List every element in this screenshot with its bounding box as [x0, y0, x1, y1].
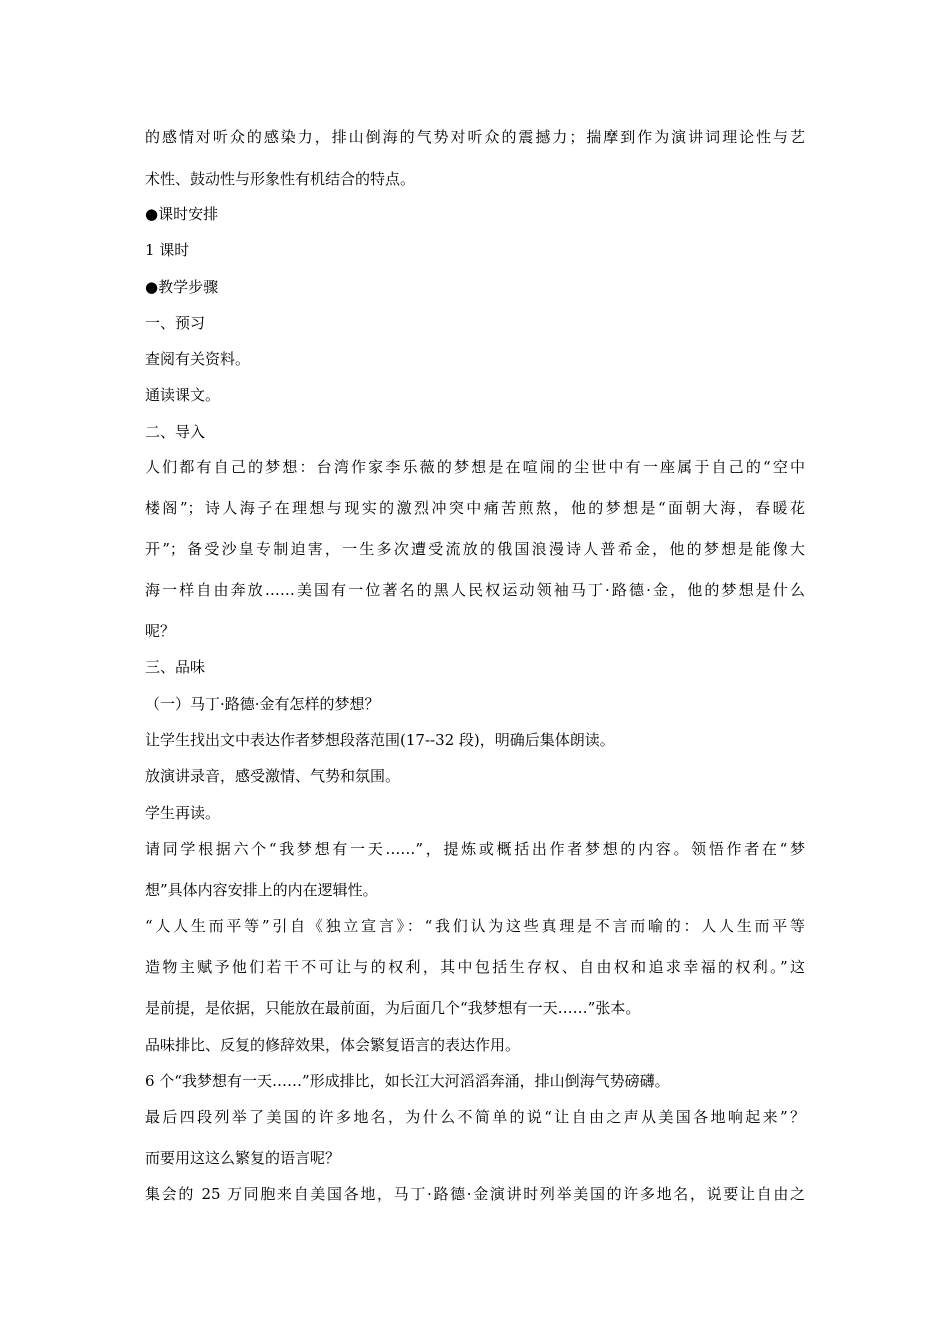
section-heading: ●课时安排: [145, 205, 219, 223]
text-line: 人们都有自己的梦想：台湾作家李乐薇的梦想是在喧闹的尘世中有一座属于自己的“空中: [145, 458, 805, 476]
text-line: “人人生而平等”引自《独立宣言》：“我们认为这些真理是不言而喻的：人人生而平等: [145, 917, 805, 935]
text-line: 放演讲录音，感受激情、气势和氛围。: [145, 767, 401, 785]
text-line: 是前提，是依据，只能放在最前面，为后面几个“我梦想有一天……”张本。: [145, 999, 641, 1017]
text-line: 学生再读。: [145, 804, 221, 822]
text-line: 查阅有关资料。: [145, 350, 251, 368]
section-heading: 三、品味: [145, 658, 206, 676]
text-line: 6 个“我梦想有一天……”形成排比，如长江大河滔滔奔涌，排山倒海气势磅礴。: [145, 1072, 670, 1090]
text-line: 呢？: [145, 622, 176, 640]
text-line: 请同学根据六个“我梦想有一天……”，提炼或概括出作者梦想的内容。领悟作者在“梦: [145, 840, 805, 858]
text-line: 海一样自由奔放……美国有一位著名的黑人民权运动领袖马丁·路德·金，他的梦想是什么: [145, 581, 805, 599]
text-line: 品味排比、反复的修辞效果，体会繁复语言的表达作用。: [145, 1036, 521, 1054]
text-line: 想”具体内容安排上的内在逻辑性。: [145, 881, 378, 899]
text-line: 楼阁”；诗人海子在理想与现实的激烈冲突中痛苦煎熬，他的梦想是“面朝大海，春暖花: [145, 499, 805, 517]
text-line: 造物主赋予他们若干不可让与的权利，其中包括生存权、自由权和追求幸福的权利。”这: [145, 958, 805, 976]
text-line: 通读课文。: [145, 386, 221, 404]
section-heading: ●教学步骤: [145, 278, 219, 296]
text-line: 的感情对听众的感染力，排山倒海的气势对听众的震撼力；揣摩到作为演讲词理论性与艺: [145, 128, 805, 146]
section-heading: 二、导入: [145, 423, 206, 441]
text-line: 最后四段列举了美国的许多地名，为什么不简单的说“让自由之声从美国各地响起来”？: [145, 1108, 805, 1126]
text-line: 让学生找出文中表达作者梦想段落范围(17--32 段)，明确后集体朗读。: [145, 731, 615, 749]
text-line: 术性、鼓动性与形象性有机结合的特点。: [145, 170, 416, 188]
text-line: 集会的 25 万同胞来自美国各地，马丁·路德·金演讲时列举美国的许多地名，说要让自由之: [145, 1185, 805, 1203]
subsection-heading: （一）马丁·路德·金有怎样的梦想？: [145, 695, 380, 713]
text-line: 1 课时: [145, 241, 190, 259]
text-line: 开”；备受沙皇专制迫害，一生多次遭受流放的俄国浪漫诗人普希金，他的梦想是能像大: [145, 540, 805, 558]
text-line: 而要用这这么繁复的语言呢？: [145, 1149, 341, 1167]
section-heading: 一、预习: [145, 314, 206, 332]
